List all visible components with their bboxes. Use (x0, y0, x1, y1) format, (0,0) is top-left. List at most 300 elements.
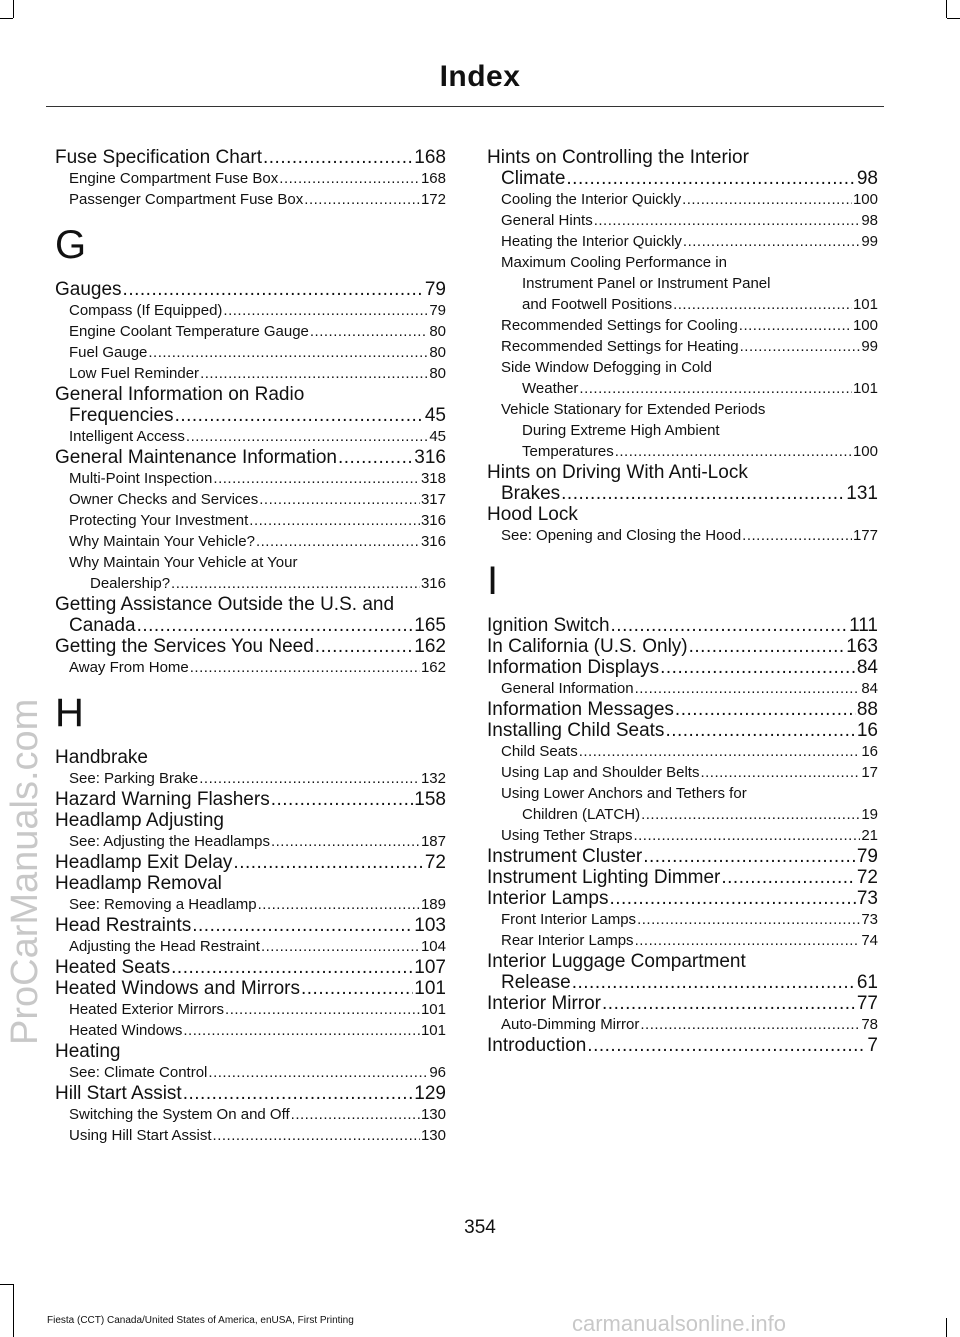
index-entry (55, 636, 446, 657)
index-entry (487, 1014, 878, 1035)
dot-leader (587, 1035, 866, 1056)
index-entry (55, 279, 446, 300)
entry-label: Instrument Cluster (487, 846, 643, 867)
dot-leader (171, 957, 413, 978)
index-entry (487, 615, 878, 636)
entry-page-ref: 316 (420, 575, 446, 592)
entry-label: Why Maintain Your Vehicle? (69, 533, 255, 550)
dot-leader (310, 321, 428, 342)
dot-leader (279, 168, 420, 189)
index-entry (55, 321, 446, 342)
entry-page-ref: 78 (861, 1016, 878, 1033)
entry-page-ref: 162 (414, 636, 446, 657)
index-entry (55, 978, 446, 999)
entry-label: General Hints (501, 212, 593, 229)
entry-label: Compass (If Equipped) (69, 302, 223, 319)
dot-leader (665, 720, 855, 741)
entry-label: Frequencies (69, 405, 174, 426)
entry-label: Hood Lock (487, 504, 578, 525)
entry-page-ref: 101 (420, 1001, 446, 1018)
entry-label: Auto-Dimming Mirror (501, 1016, 640, 1033)
entry-label-line: Vehicle Stationary for Extended Periods (501, 401, 766, 418)
entry-label: Interior Lamps (487, 888, 609, 909)
index-entry-wrapped (487, 951, 878, 993)
index-entry (55, 531, 446, 552)
index-entry (55, 657, 446, 678)
entry-page-ref: 158 (414, 789, 446, 810)
dot-leader (742, 525, 852, 546)
footer-edition: Fiesta (CCT) Canada/United States of America, enUSA, First Printing (47, 1315, 354, 1326)
entry-page-ref: 111 (849, 615, 878, 636)
dot-leader (291, 1104, 420, 1125)
dot-leader (602, 993, 856, 1014)
entry-label: Front Interior Lamps (501, 911, 637, 928)
index-entry (55, 1125, 446, 1146)
index-entry (487, 825, 878, 846)
index-entry-wrapped (55, 594, 446, 636)
entry-label: Handbrake (55, 747, 148, 768)
entry-page-ref: 101 (420, 1022, 446, 1039)
index-subentry-wrapped (55, 552, 446, 594)
dot-leader (637, 909, 860, 930)
index-entry (55, 468, 446, 489)
index-entry (501, 804, 878, 825)
dot-leader (208, 1062, 428, 1083)
entry-label: and Footwell Positions (522, 296, 673, 313)
dot-leader (566, 168, 855, 189)
dot-leader (271, 831, 420, 852)
entry-page-ref: 165 (414, 615, 446, 636)
dot-leader (673, 294, 852, 315)
index-subentry-wrapped (487, 399, 878, 462)
entry-label: Instrument Lighting Dimmer (487, 867, 721, 888)
entry-page-ref: 80 (429, 365, 446, 382)
letter-heading: G (55, 223, 87, 267)
index-entry (55, 426, 446, 447)
watermark-carmanualsonline: carmanualsonline.info (572, 1311, 787, 1336)
entry-page-ref: 45 (424, 405, 446, 426)
index-entry (55, 831, 446, 852)
index-entry-wrapped (487, 147, 878, 189)
entry-label: Recommended Settings for Cooling (501, 317, 738, 334)
dot-leader (609, 888, 855, 909)
dot-leader (594, 210, 861, 231)
crop-mark-bottom-left-h (0, 1284, 13, 1285)
index-entry (55, 168, 446, 189)
entry-page-ref: 168 (414, 147, 446, 168)
entry-page-ref: 73 (861, 911, 878, 928)
index-entry (55, 147, 446, 168)
dot-leader (643, 846, 856, 867)
entry-label-line: General Information on Radio (55, 384, 305, 405)
entry-page-ref: 129 (414, 1083, 446, 1104)
index-column-right (487, 147, 878, 1056)
entry-label: Heating the Interior Quickly (501, 233, 682, 250)
dot-leader (675, 699, 856, 720)
dot-leader (304, 189, 420, 210)
index-entry (55, 999, 446, 1020)
dot-leader (261, 936, 420, 957)
dot-leader (301, 978, 413, 999)
page-title: Index (439, 60, 521, 93)
entry-page-ref: 79 (856, 846, 878, 867)
entry-label: Multi-Point Inspection (69, 470, 213, 487)
entry-label: Adjusting the Head Restraint (69, 938, 260, 955)
index-entry (55, 936, 446, 957)
entry-page-ref: 77 (856, 993, 878, 1014)
entry-label: See: Adjusting the Headlamps (69, 833, 270, 850)
entry-label: Recommended Settings for Heating (501, 338, 739, 355)
entry-page-ref: 19 (861, 806, 878, 823)
dot-leader (579, 378, 852, 399)
entry-label: Brakes (501, 483, 561, 504)
dot-leader (721, 867, 855, 888)
entry-page-ref: 189 (420, 896, 446, 913)
index-entry (55, 1083, 446, 1104)
entry-label: Passenger Compartment Fuse Box (69, 191, 304, 208)
crop-mark-top-left-h (0, 18, 13, 19)
crop-mark-bottom-right (946, 1318, 947, 1337)
dot-leader (315, 636, 414, 657)
entry-label: Installing Child Seats (487, 720, 665, 741)
entry-label: In California (U.S. Only) (487, 636, 688, 657)
entry-label: Introduction (487, 1035, 587, 1056)
index-entry-wrapped (487, 462, 878, 504)
entry-label: See: Climate Control (69, 1064, 208, 1081)
index-entry (69, 573, 446, 594)
dot-leader (615, 441, 852, 462)
index-entry (55, 789, 446, 810)
index-entry (487, 189, 878, 210)
dot-leader (263, 147, 413, 168)
entry-page-ref: 96 (429, 1064, 446, 1081)
entry-page-ref: 177 (852, 527, 878, 544)
entry-label: Gauges (55, 279, 122, 300)
entry-label: Fuse Specification Chart (55, 147, 262, 168)
entry-page-ref: 103 (414, 915, 446, 936)
entry-page-ref: 101 (414, 978, 446, 999)
entry-label: Cooling the Interior Quickly (501, 191, 682, 208)
index-entry (487, 846, 878, 867)
entry-label: Child Seats (501, 743, 578, 760)
entry-page-ref: 74 (861, 932, 878, 949)
dot-leader (183, 1020, 420, 1041)
index-entry (487, 720, 878, 741)
dot-leader (259, 489, 420, 510)
dot-leader (640, 1014, 860, 1035)
dot-leader (689, 636, 846, 657)
entry-page-ref: 162 (420, 659, 446, 676)
entry-label: Ignition Switch (487, 615, 610, 636)
entry-page-ref: 73 (856, 888, 878, 909)
index-entry (55, 873, 446, 894)
entry-page-ref: 80 (429, 323, 446, 340)
dot-leader (611, 615, 849, 636)
entry-page-ref: 100 (852, 443, 878, 460)
index-entry (55, 852, 446, 873)
index-entry (55, 447, 446, 468)
index-entry (487, 867, 878, 888)
entry-page-ref: 72 (856, 867, 878, 888)
entry-page-ref: 107 (414, 957, 446, 978)
dot-leader (256, 531, 420, 552)
letter-heading: I (487, 559, 499, 603)
entry-page-ref: 84 (856, 657, 878, 678)
index-entry (55, 1020, 446, 1041)
entry-page-ref: 88 (856, 699, 878, 720)
index-entry (55, 810, 446, 831)
entry-label: Headlamp Adjusting (55, 810, 224, 831)
index-entry (55, 363, 446, 384)
entry-page-ref: 99 (861, 233, 878, 250)
index-entry (487, 762, 878, 783)
dot-leader (740, 336, 861, 357)
index-entry (55, 957, 446, 978)
dot-leader (641, 804, 860, 825)
entry-page-ref: 104 (420, 938, 446, 955)
entry-label: Heating (55, 1041, 121, 1062)
entry-label-line: Maximum Cooling Performance in (501, 254, 727, 271)
dot-leader (148, 342, 428, 363)
entry-page-ref: 187 (420, 833, 446, 850)
entry-page-ref: 79 (424, 279, 446, 300)
index-entry (487, 1035, 878, 1056)
index-entry (55, 615, 446, 636)
entry-label: Heated Seats (55, 957, 171, 978)
dot-leader (338, 447, 413, 468)
index-entry (55, 894, 446, 915)
entry-label: Weather (522, 380, 579, 397)
dot-leader (635, 930, 861, 951)
entry-label: Rear Interior Lamps (501, 932, 634, 949)
entry-page-ref: 80 (429, 344, 446, 361)
dot-leader (183, 1083, 414, 1104)
index-entry (487, 993, 878, 1014)
entry-label-line: Using Lower Anchors and Tethers for (501, 785, 747, 802)
dot-leader (223, 300, 428, 321)
entry-label-line: Side Window Defogging in Cold (501, 359, 712, 376)
entry-label-line: Hints on Controlling the Interior (487, 147, 749, 168)
entry-label: General Maintenance Information (55, 447, 337, 468)
entry-label: Hill Start Assist (55, 1083, 182, 1104)
index-entry (55, 342, 446, 363)
dot-leader (200, 363, 428, 384)
index-entry (55, 1062, 446, 1083)
dot-leader (137, 615, 414, 636)
index-entry (501, 378, 878, 399)
entry-label: Headlamp Exit Delay (55, 852, 233, 873)
index-entry (55, 1104, 446, 1125)
index-entry (501, 294, 878, 315)
entry-page-ref: 99 (861, 338, 878, 355)
entry-page-ref: 101 (852, 380, 878, 397)
entry-page-ref: 79 (429, 302, 446, 319)
dot-leader (171, 573, 420, 594)
dot-leader (739, 315, 852, 336)
index-entry (487, 909, 878, 930)
entry-page-ref: 17 (861, 764, 878, 781)
entry-label: Low Fuel Reminder (69, 365, 200, 382)
entry-page-ref: 45 (429, 428, 446, 445)
index-entry (487, 657, 878, 678)
letter-heading: H (55, 691, 84, 735)
entry-label: Intelligent Access (69, 428, 185, 445)
index-entry (487, 930, 878, 951)
index-entry (487, 636, 878, 657)
dot-leader (213, 468, 420, 489)
entry-page-ref: 100 (852, 191, 878, 208)
entry-label: Head Restraints (55, 915, 192, 936)
dot-leader (190, 657, 420, 678)
entry-page-ref: 72 (424, 852, 446, 873)
index-entry-wrapped (55, 384, 446, 426)
entry-label: Headlamp Removal (55, 873, 222, 894)
dot-leader (561, 483, 845, 504)
entry-page-ref: 61 (856, 972, 878, 993)
dot-leader (213, 1125, 420, 1146)
dot-leader (660, 657, 856, 678)
index-entry (501, 441, 878, 462)
dot-leader (683, 231, 860, 252)
entry-page-ref: 316 (420, 512, 446, 529)
crop-mark-top-right-h (947, 18, 960, 19)
index-entry (55, 510, 446, 531)
entry-label-line: Getting Assistance Outside the U.S. and (55, 594, 395, 615)
index-entry (487, 504, 878, 525)
index-entry (55, 1041, 446, 1062)
index-entry (487, 888, 878, 909)
index-entry (487, 525, 878, 546)
entry-label: Protecting Your Investment (69, 512, 249, 529)
entry-page-ref: 317 (420, 491, 446, 508)
dot-leader (186, 426, 428, 447)
entry-label: Temperatures (522, 443, 614, 460)
entry-label: See: Opening and Closing the Hood (501, 527, 742, 544)
entry-label: Children (LATCH) (522, 806, 641, 823)
entry-label: Interior Mirror (487, 993, 602, 1014)
index-entry (487, 210, 878, 231)
entry-label: Information Messages (487, 699, 674, 720)
index-entry (55, 300, 446, 321)
entry-label: Information Displays (487, 657, 660, 678)
index-entry (487, 741, 878, 762)
index-entry (487, 699, 878, 720)
entry-label: Heated Windows and Mirrors (55, 978, 300, 999)
entry-label-line: Hints on Driving With Anti-Lock (487, 462, 748, 483)
entry-label: See: Parking Brake (69, 770, 199, 787)
dot-leader (572, 972, 856, 993)
dot-leader (233, 852, 423, 873)
entry-label: Owner Checks and Services (69, 491, 259, 508)
entry-page-ref: 132 (420, 770, 446, 787)
entry-label: General Information (501, 680, 634, 697)
entry-label: Engine Coolant Temperature Gauge (69, 323, 309, 340)
crop-mark-top-left (13, 0, 14, 18)
index-entry (55, 768, 446, 789)
index-entry (55, 915, 446, 936)
entry-page-ref: 318 (420, 470, 446, 487)
entry-label: Canada (69, 615, 136, 636)
index-entry (55, 489, 446, 510)
entry-page-ref: 130 (420, 1106, 446, 1123)
entry-page-ref: 98 (861, 212, 878, 229)
entry-page-ref: 7 (867, 1035, 878, 1056)
entry-label: Heated Exterior Mirrors (69, 1001, 225, 1018)
entry-label: Using Lap and Shoulder Belts (501, 764, 700, 781)
entry-page-ref: 130 (420, 1127, 446, 1144)
index-entry (487, 483, 878, 504)
dot-leader (192, 915, 413, 936)
index-entry (487, 315, 878, 336)
entry-page-ref: 84 (861, 680, 878, 697)
entry-page-ref: 21 (861, 827, 878, 844)
index-subentry-wrapped (487, 357, 878, 399)
crop-mark-top-right (946, 0, 947, 18)
dot-leader (175, 405, 424, 426)
entry-page-ref: 316 (420, 533, 446, 550)
index-entry (55, 747, 446, 768)
dot-leader (682, 189, 852, 210)
dot-leader (271, 789, 414, 810)
entry-page-ref: 98 (856, 168, 878, 189)
dot-leader (199, 768, 420, 789)
entry-label-line: Interior Luggage Compartment (487, 951, 746, 972)
dot-leader (700, 762, 860, 783)
entry-page-ref: 16 (861, 743, 878, 760)
index-entry (487, 168, 878, 189)
entry-page-ref: 163 (846, 636, 878, 657)
crop-mark-bottom-left (13, 1284, 14, 1337)
entry-label-line: Instrument Panel or Instrument Panel (522, 275, 771, 292)
dot-leader (633, 825, 860, 846)
index-entry (487, 231, 878, 252)
index-entry (55, 405, 446, 426)
header-divider (46, 106, 884, 107)
entry-label: Getting the Services You Need (55, 636, 314, 657)
watermark-procarmanuals: ProCarManuals.com (4, 698, 46, 1045)
entry-label: Switching the System On and Off (69, 1106, 290, 1123)
dot-leader (123, 279, 424, 300)
index-entry (487, 972, 878, 993)
index-subentry-wrapped (487, 783, 878, 825)
entry-label: Engine Compartment Fuse Box (69, 170, 279, 187)
dot-leader (579, 741, 861, 762)
entry-label-line: Why Maintain Your Vehicle at Your (69, 554, 298, 571)
dot-leader (635, 678, 861, 699)
entry-label: Dealership? (90, 575, 171, 592)
entry-page-ref: 100 (852, 317, 878, 334)
entry-label: See: Removing a Headlamp (69, 896, 257, 913)
entry-page-ref: 101 (852, 296, 878, 313)
entry-label: Away From Home (69, 659, 189, 676)
entry-page-ref: 16 (856, 720, 878, 741)
entry-label: Heated Windows (69, 1022, 183, 1039)
entry-page-ref: 131 (846, 483, 878, 504)
entry-label: Using Tether Straps (501, 827, 633, 844)
index-entry (487, 336, 878, 357)
entry-page-ref: 168 (420, 170, 446, 187)
page-number: 354 (464, 1217, 496, 1238)
entry-label: Release (501, 972, 571, 993)
entry-label: Hazard Warning Flashers (55, 789, 270, 810)
entry-label: Using Hill Start Assist (69, 1127, 212, 1144)
dot-leader (258, 894, 420, 915)
entry-page-ref: 316 (414, 447, 446, 468)
index-subentry-wrapped (487, 252, 878, 315)
entry-page-ref: 172 (420, 191, 446, 208)
index-entry (487, 678, 878, 699)
dot-leader (225, 999, 420, 1020)
